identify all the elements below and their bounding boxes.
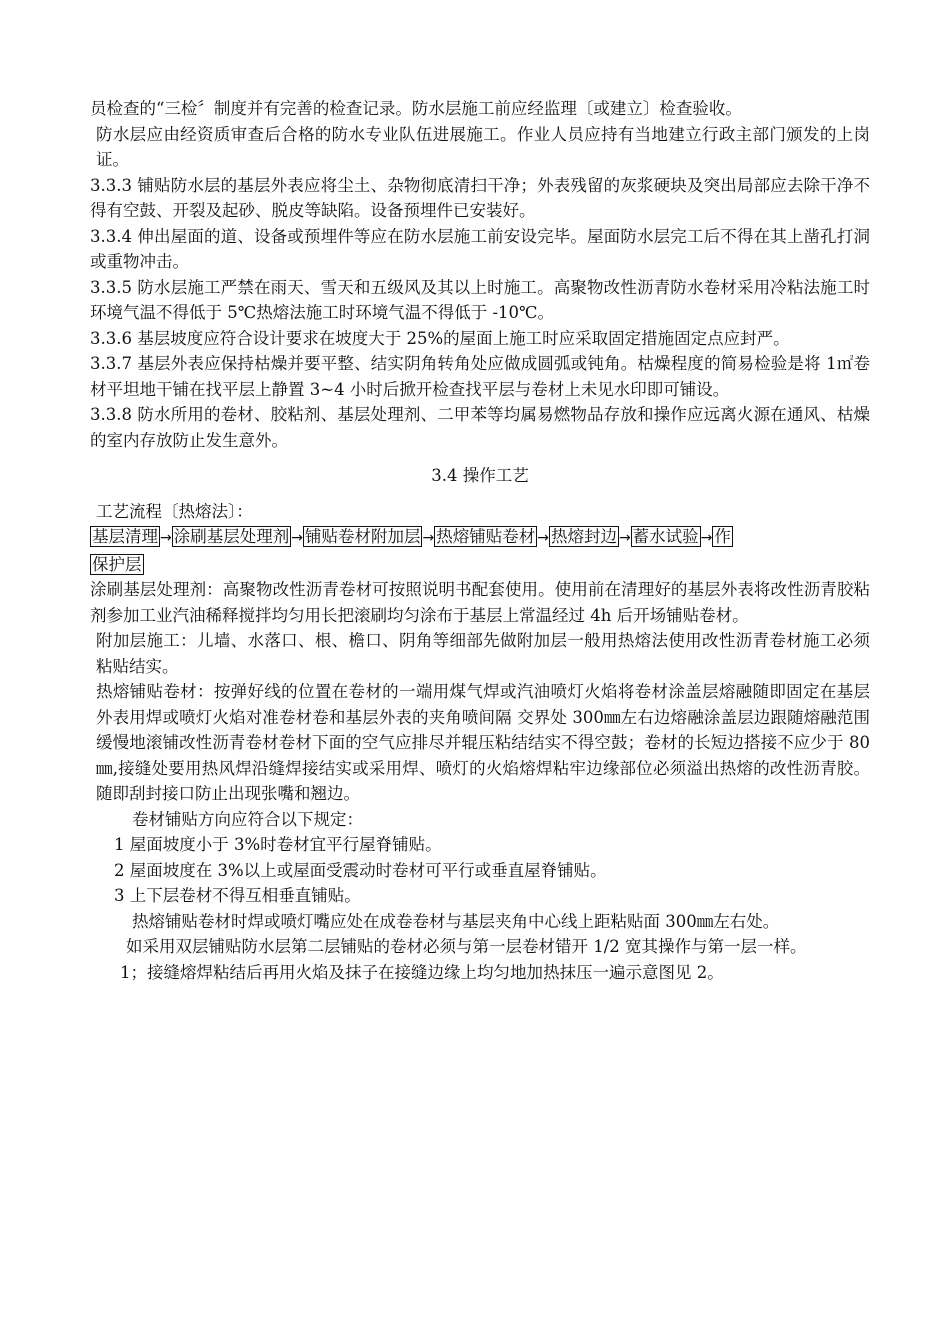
paragraph: 卷材铺贴方向应符合以下规定： xyxy=(132,809,363,829)
arrow-right-icon: → xyxy=(160,530,172,546)
paragraph: 防水层应由经资质审查后合格的防水专业队伍进展施工。作业人员应持有当地建立行政主部门颁发的上岗证。 xyxy=(96,124,870,169)
process-flow xyxy=(90,524,870,552)
flow-step: 保护层 xyxy=(92,554,142,574)
paragraph: 3.3.7 基层外表应保持枯燥并要平整、结实阴角转角处应做成圆弧或钝角。枯燥程度的简易检验是将 1㎡卷材平坦地干铺在找平层上静置 3~4 小时后掀开检查找平层与卷材上未见水印即可铺设。 xyxy=(90,354,870,399)
flow-step: 蓄水试验 xyxy=(632,527,699,546)
list-item: 2 屋面坡度在 3%以上或屋面受震动时卷材可平行或垂直屋脊铺贴。 xyxy=(114,860,607,880)
process-flow-cont xyxy=(90,552,870,578)
flow-step: 基层清理 xyxy=(92,527,158,546)
flow-step: 涂刷基层处理剂 xyxy=(173,527,290,546)
paragraph: 3.3.5 防水层施工严禁在雨天、雪天和五级风及其以上时施工。高聚物改性沥青防水卷材采用冷粘法施工时环境气温不得低于 5℃热熔法施工时环境气温不得低于 -10℃。 xyxy=(90,277,870,322)
arrow-right-icon: → xyxy=(422,530,435,546)
paragraph: 1；接缝熔焊粘结后再用火焰及抹子在接缝边缘上均匀地加热抹压一遍示意图见 2。 xyxy=(120,962,724,982)
paragraph: 热熔铺贴卷材：按弹好线的位置在卷材的一端用煤气焊或汽油喷灯火焰将卷材涂盖层熔融随即固定在基层外表用焊或喷灯火焰对准卷材卷和基层外表的夹角喷间隔 交界处 300㎜左右边熔融涂盖层边跟随熔融范围缓慢地滚铺改性沥青卷材卷材下面的空气应排尽并辊压粘结结实不得空鼓；卷材的长短边搭接不应少于 80㎜,接缝处要用热风焊沿缝焊接结实或采用焊、喷灯的火焰熔焊粘牢边缘部位必须溢出热熔的改性沥青胶。随即刮封接口防止出现张嘴和翘边。 xyxy=(96,682,870,803)
paragraph: 热熔铺贴卷材时焊或喷灯嘴应处在成卷卷材与基层夹角中心线上距粘贴面 300㎜左右处。 xyxy=(132,911,780,931)
flow-step: 铺贴卷材附加层 xyxy=(304,527,421,546)
flow-step: 热熔铺贴卷材 xyxy=(436,527,536,546)
paragraph: 如采用双层铺贴防水层第二层铺贴的卷材必须与第一层卷材错开 1/2 宽其操作与第一层一样。 xyxy=(126,937,807,956)
arrow-right-icon: → xyxy=(618,530,631,546)
paragraph: 3.3.3 铺贴防水层的基层外表应将尘土、杂物彻底清扫干净；外表残留的灰浆硬块及突出局部应去除干净不得有空鼓、开裂及起砂、脱皮等缺陷。设备预埋件已安装好。 xyxy=(90,175,870,220)
flow-step: 作 xyxy=(714,527,731,546)
paragraph: 3.3.8 防水所用的卷材、胶粘剂、基层处理剂、二甲苯等均属易燃物品存放和操作应远离火源在通风、枯燥的室内存放防止发生意外。 xyxy=(90,405,870,450)
list-item: 1 屋面坡度小于 3%时卷材宜平行屋脊铺贴。 xyxy=(114,835,442,854)
flow-step: 热熔封边 xyxy=(550,527,617,546)
arrow-right-icon: → xyxy=(537,530,549,546)
paragraph: 附加层施工：儿墙、水落口、根、檐口、阴角等细部先做附加层一般用热熔法使用改性沥青卷材施工必须粘贴结实。 xyxy=(96,631,870,676)
section-heading: 3.4 操作工艺 xyxy=(431,466,529,485)
arrow-right-icon: → xyxy=(700,530,713,546)
document-page xyxy=(90,96,870,985)
paragraph: 员检查的“三检〞制度并有完善的检查记录。防水层施工前应经监理〔或建立〕检查验收。 xyxy=(90,99,742,118)
paragraph: 涂刷基层处理剂：高聚物改性沥青卷材可按照说明书配套使用。使用前在清理好的基层外表将改性沥青胶粘剂参加工业汽油稀释搅拌均匀用长把滚刷均匀涂布于基层上常温经过 4h 后开场铺贴卷材。 xyxy=(90,580,870,625)
flow-intro: 工艺流程〔热熔法〕： xyxy=(96,501,253,521)
list-item: 3 上下层卷材不得互相垂直铺贴。 xyxy=(114,886,361,905)
paragraph: 3.3.6 基层坡度应符合设计要求在坡度大于 25%的屋面上施工时应采取固定措施固定点应封严。 xyxy=(90,328,790,348)
arrow-right-icon: → xyxy=(291,530,303,546)
paragraph: 3.3.4 伸出屋面的道、设备或预埋件等应在防水层施工前安设完毕。屋面防水层完工后不得在其上凿孔打洞或重物冲击。 xyxy=(90,226,870,271)
